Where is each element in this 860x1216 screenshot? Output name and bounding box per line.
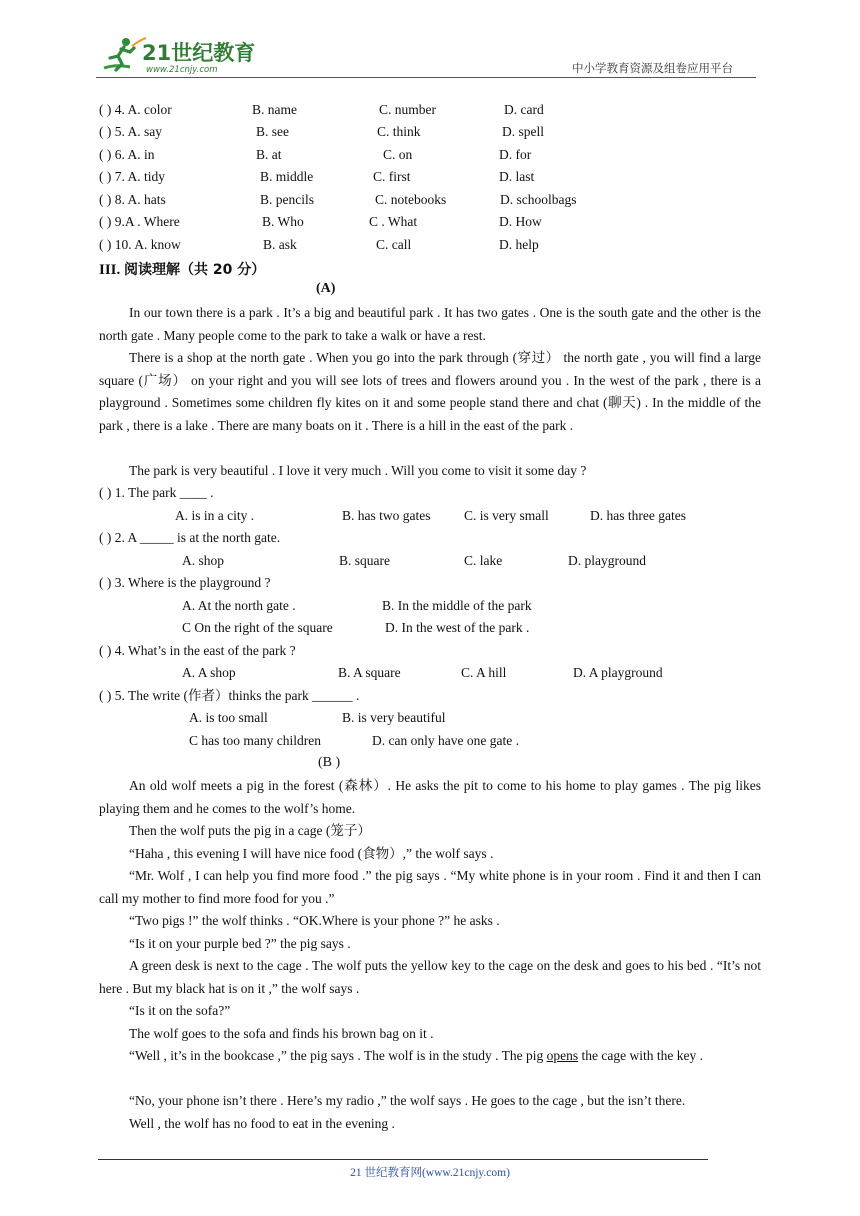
option-b: B. is very beautiful	[342, 710, 446, 725]
section-title	[99, 259, 265, 279]
passage-b-paragraph-5: “Two pigs !” the wolf thinks . “OK.Where is your phone ?” he asks .	[129, 913, 500, 928]
underlined-word: opens	[546, 1048, 579, 1063]
option-b: B. square	[339, 553, 390, 568]
passage-b-paragraph-2: Then the wolf puts the pig in a cage (笼子）	[129, 823, 371, 838]
passage-b-paragraph-8: “Is it on the sofa?”	[129, 1003, 231, 1018]
section-number: III.	[99, 262, 121, 278]
question: ( ) 5. The write (作者）thinks the park ______ .	[99, 688, 360, 703]
option-d: D. spell	[502, 124, 544, 139]
passage-b-paragraph-11: “No, your phone isn’t there . Here’s my radio ,” the wolf says . He goes to the cage , but the isn’t there.	[129, 1093, 686, 1108]
option-b: B. A square	[338, 665, 401, 680]
option-c: C. lake	[464, 553, 503, 568]
option-d: D. In the west of the park .	[385, 620, 530, 635]
footer-divider	[98, 1159, 708, 1160]
option-b: B. see	[256, 124, 289, 139]
option-c: C. on	[383, 147, 413, 162]
platform-name: 中小学教育资源及组卷应用平台	[572, 61, 733, 75]
logo-text: 21世纪教育	[142, 41, 256, 65]
option-b: B. name	[252, 102, 297, 117]
option-c: C On the right of the square	[182, 620, 333, 635]
option-a: A. A shop	[182, 665, 236, 680]
option-c: C. notebooks	[375, 192, 447, 207]
question: ( ) 2. A _____ is at the north gate.	[99, 530, 281, 545]
paragraph-text: the cage with the key .	[578, 1048, 703, 1063]
option-d: D. playground	[568, 553, 646, 568]
option-d: D. card	[504, 102, 544, 117]
option-d: D. How	[499, 214, 542, 229]
option-b: B. middle	[260, 169, 314, 184]
logo-url: www.21cnjy.com	[146, 65, 218, 75]
option-b: B. at	[256, 147, 282, 162]
runner-logo-icon	[96, 34, 266, 78]
option-a: A. is in a city .	[175, 508, 255, 523]
question: ( ) 4. What’s in the east of the park ?	[99, 643, 296, 658]
option-b: B. ask	[263, 237, 297, 252]
site-logo	[96, 34, 266, 78]
cloze-question: ( ) 4. A. color	[99, 102, 172, 117]
passage-b-paragraph-7: A green desk is next to the cage . The wolf puts the yellow key to the cage on the desk and goes to his bed . “It’s not here . But my black hat is on it ,” the wolf says .	[99, 958, 761, 996]
option-b: B. pencils	[260, 192, 314, 207]
question: ( ) 3. Where is the playground ?	[99, 575, 271, 590]
paragraph-text: “Well , it’s in the bookcase ,” the pig says . The wolf is in the study . The pig	[129, 1048, 547, 1063]
cloze-question: ( ) 10. A. know	[99, 237, 181, 252]
passage-b-paragraph-12: Well , the wolf has no food to eat in the evening .	[129, 1116, 395, 1131]
option-a: A. is too small	[189, 710, 268, 725]
section-heading: 阅读理解（共 20 分）	[124, 262, 266, 278]
option-c: C. A hill	[461, 665, 507, 680]
option-d: D. for	[499, 147, 532, 162]
cloze-question: ( ) 8. A. hats	[99, 192, 166, 207]
option-c: C has too many children	[189, 733, 321, 748]
passage-a-paragraph-2: There is a shop at the north gate . When you go into the park through (穿过） the north gate , you will find a large square (广场） on your right and you will see lots of trees and flowers around you . In the west of the park , there is a playground . Sometimes some children fly kites on it and some people stand there and chat (聊天) . In the middle of the park , there is a lake . There are many boats on it . There is a hill in the east of the park .	[99, 350, 761, 433]
option-d: D. has three gates	[590, 508, 686, 523]
passage-b-paragraph-1: An old wolf meets a pig in the forest (森林）. He asks the pit to come to his home to play games . The pig likes playing them and he comes to the wolf’s home.	[99, 778, 761, 816]
option-c: C. number	[379, 102, 436, 117]
passage-b-paragraph-9: The wolf goes to the sofa and finds his brown bag on it .	[129, 1026, 434, 1041]
option-a: A. At the north gate .	[182, 598, 296, 613]
header-divider	[96, 77, 756, 78]
passage-b-paragraph-4: “Mr. Wolf , I can help you find more food .” the pig says . “My white phone is in your room . Find it and then I can call my mother to find more food for you .”	[99, 868, 761, 906]
passage-b-paragraph-10	[99, 1045, 761, 1068]
cloze-question: ( ) 9.A . Where	[99, 214, 180, 229]
passage-b-label: (B )	[318, 755, 341, 770]
passage-a-label: (A)	[316, 281, 336, 296]
question: ( ) 1. The park ____ .	[99, 485, 214, 500]
passage-b-paragraph-3: “Haha , this evening I will have nice food (食物）,” the wolf says .	[129, 846, 494, 861]
cloze-question: ( ) 6. A. in	[99, 147, 155, 162]
option-d: D. can only have one gate .	[372, 733, 519, 748]
passage-a-paragraph-3: The park is very beautiful . I love it very much . Will you come to visit it some day ?	[129, 463, 587, 478]
option-d: D. schoolbags	[500, 192, 577, 207]
option-d: D. help	[499, 237, 539, 252]
option-c: C. call	[376, 237, 412, 252]
option-d: D. last	[499, 169, 535, 184]
option-c: C. first	[373, 169, 411, 184]
cloze-question: ( ) 7. A. tidy	[99, 169, 165, 184]
option-d: D. A playground	[573, 665, 663, 680]
option-b: B. In the middle of the park	[382, 598, 532, 613]
option-b: B. has two gates	[342, 508, 431, 523]
option-c: C . What	[369, 214, 418, 229]
option-a: A. shop	[182, 553, 225, 568]
passage-a-paragraph-1: In our town there is a park . It’s a big and beautiful park . It has two gates . One is the south gate and the other is the north gate . Many people come to the park to take a walk or have a rest.	[99, 305, 761, 343]
option-c: C. is very small	[464, 508, 549, 523]
option-c: C. think	[377, 124, 421, 139]
passage-b-paragraph-6: “Is it on your purple bed ?” the pig says .	[129, 936, 351, 951]
option-b: B. Who	[262, 214, 304, 229]
footer-link[interactable]: 21 世纪教育网(www.21cnjy.com)	[350, 1167, 510, 1179]
cloze-question: ( ) 5. A. say	[99, 124, 162, 139]
